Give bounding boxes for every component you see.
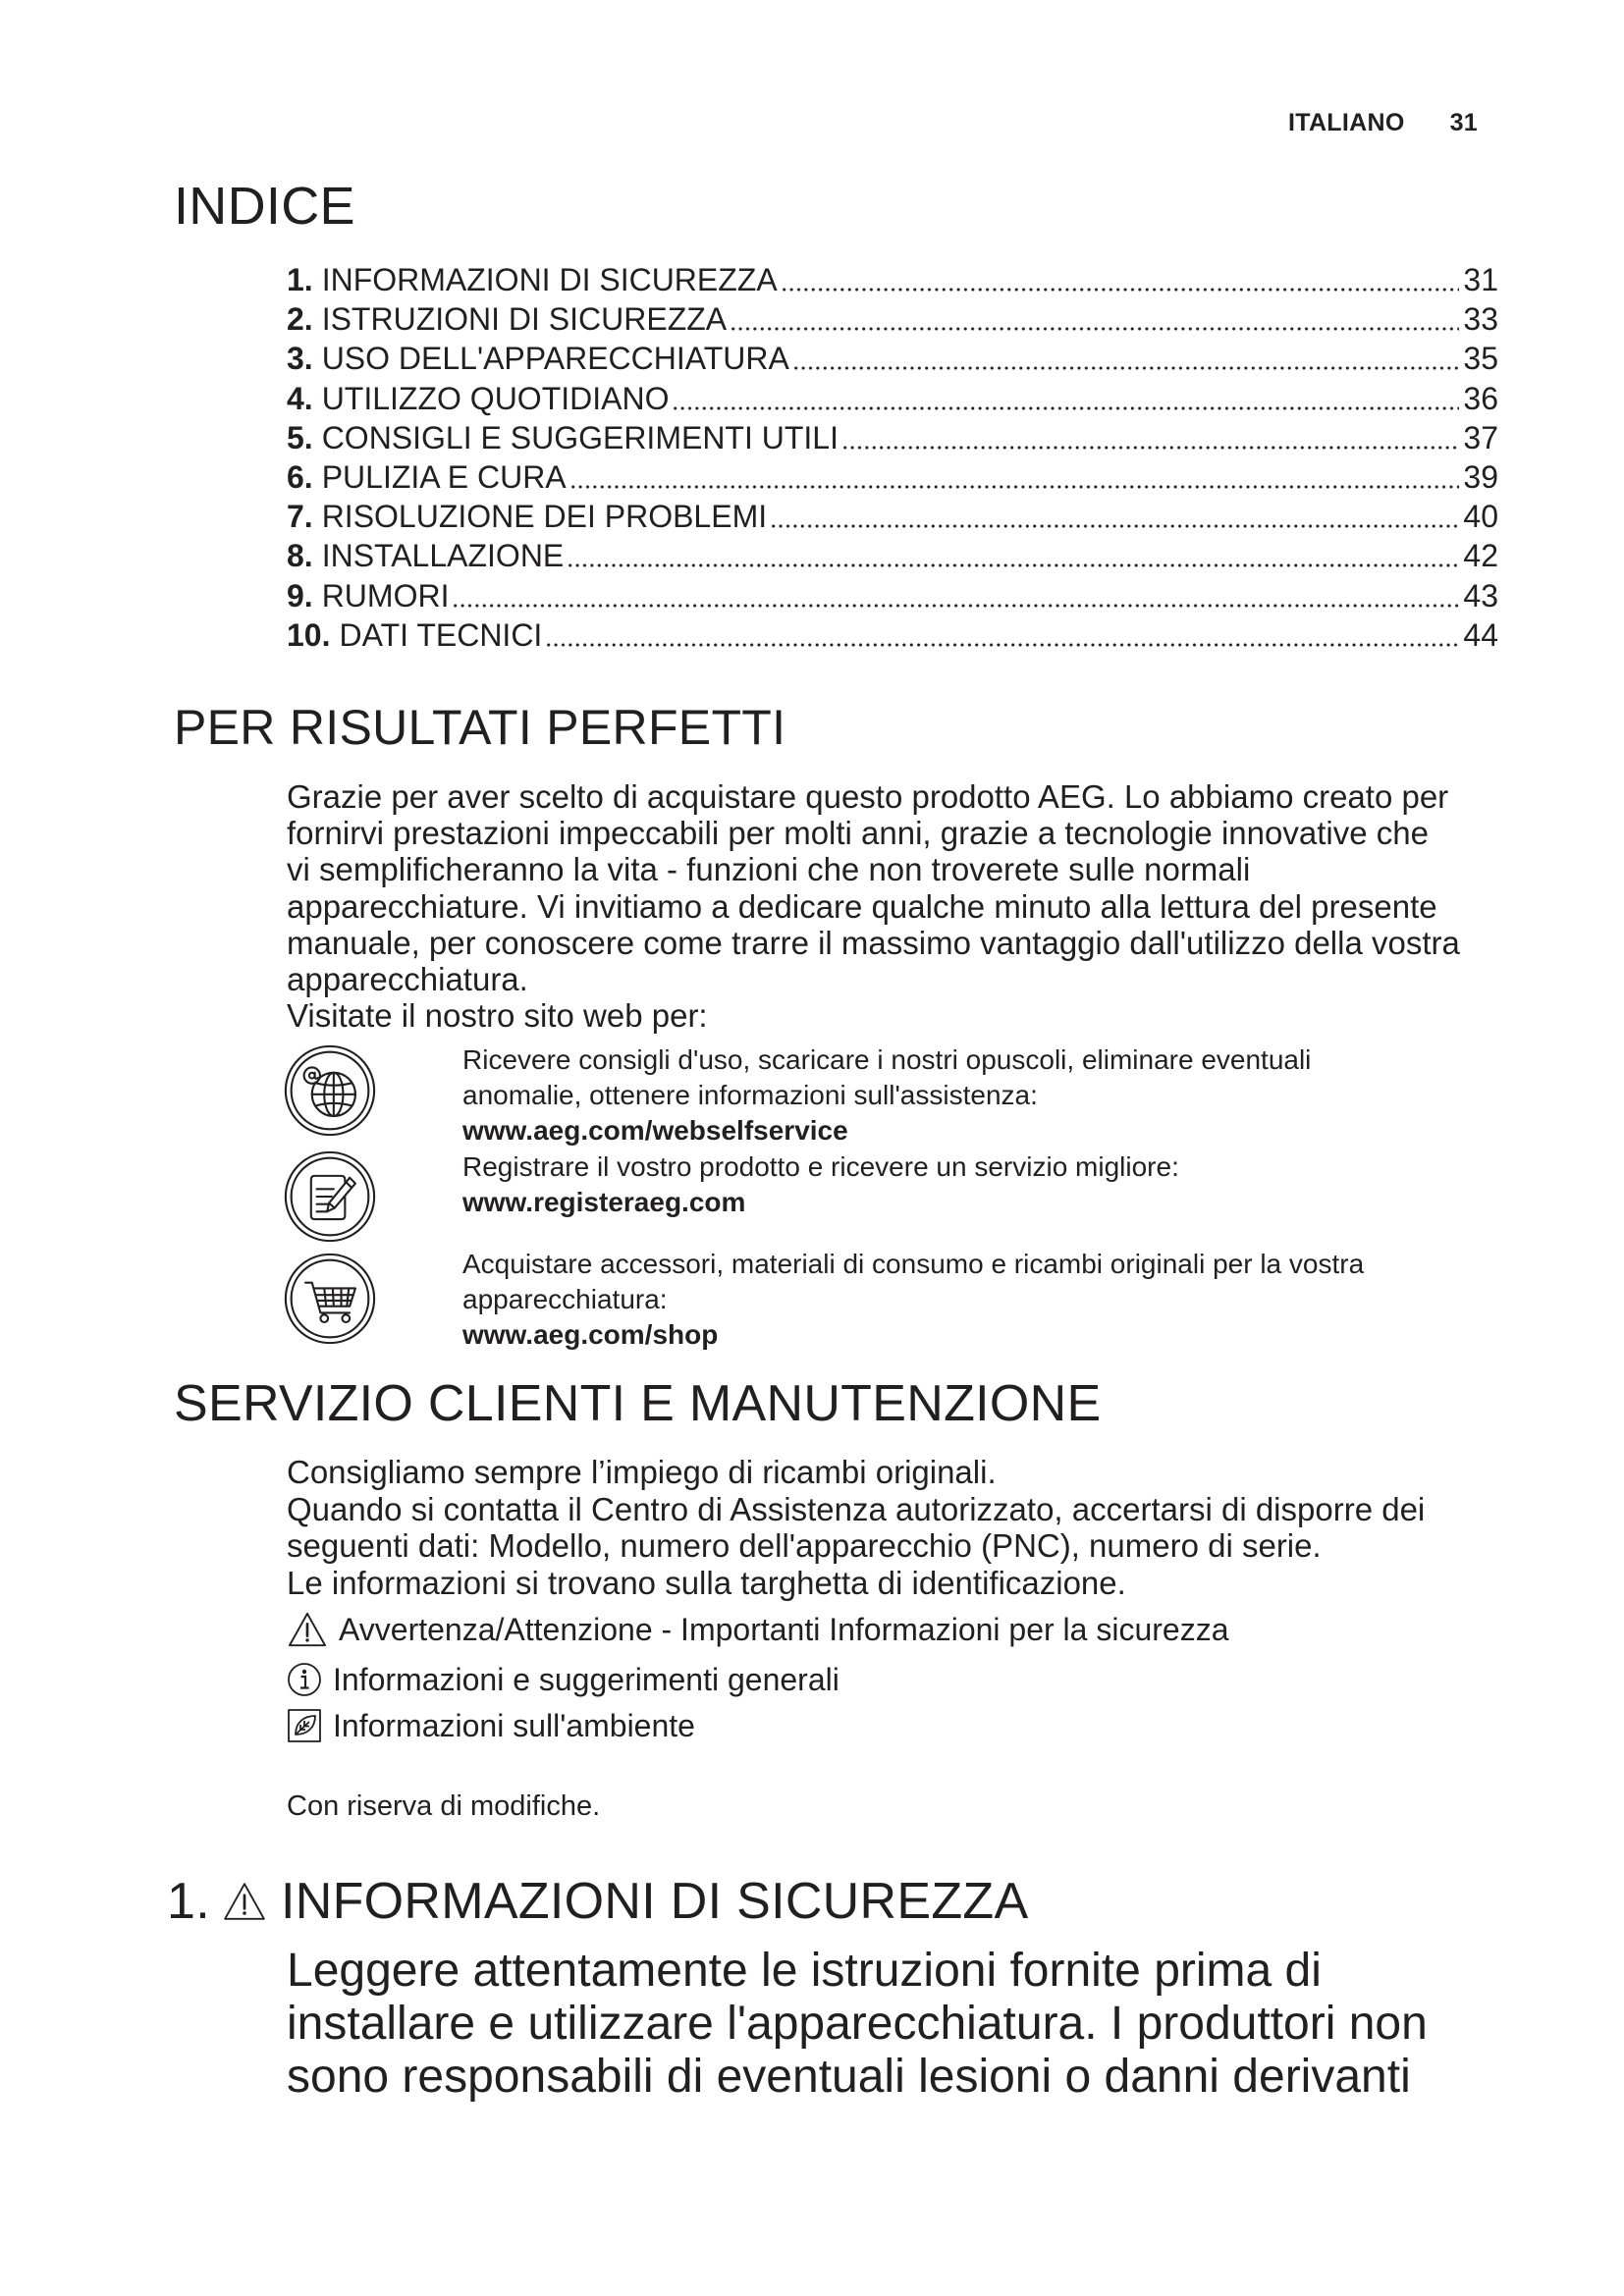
table-of-contents: [287, 260, 1498, 655]
toc-entry[interactable]: [287, 260, 1498, 299]
toc-label: DATI TECNICI: [339, 616, 543, 653]
toc-page-number: 31: [1463, 262, 1498, 297]
service-description-line: anomalie, ottenere informazioni sull'assistenza:: [462, 1080, 1038, 1110]
globe-at-icon: [283, 1043, 377, 1138]
safety-intro-paragraph: [287, 1945, 1428, 2104]
toc-page-number: 43: [1463, 577, 1498, 614]
running-header: [1288, 106, 1478, 139]
paragraph-line: Grazie per aver scelto di acquistare questo prodotto AEG. Lo abbiamo creato per: [287, 778, 1449, 815]
environment-leaf-icon: [287, 1708, 322, 1743]
toc-number: 3.: [287, 341, 313, 377]
paragraph-line: Leggere attentamente le istruzioni fornite prima di: [287, 1945, 1322, 1997]
toc-page-number: 36: [1463, 380, 1498, 416]
dot-leader: [545, 615, 1459, 655]
toc-number: 2.: [287, 301, 313, 338]
toc-entry[interactable]: [287, 497, 1498, 536]
paragraph-line: sono responsabili di eventuali lesioni o danni derivanti: [287, 2051, 1411, 2103]
safety-section-title: INFORMAZIONI DI SICUREZZA: [280, 1873, 1029, 1930]
toc-number: 9.: [287, 577, 313, 614]
toc-entry[interactable]: [287, 339, 1498, 378]
paragraph-line: Quando si contatta il Centro di Assistenza autorizzato, accertarsi di disporre dei: [287, 1490, 1426, 1527]
toc-number: 6.: [287, 458, 313, 495]
toc-page-number: 33: [1463, 301, 1498, 338]
paragraph-line: Consigliamo sempre l’impiego di ricambi originali.: [287, 1454, 997, 1490]
paragraph-line: apparecchiature. Vi invitiamo a dedicare qualche minuto alla lettura del presente: [287, 887, 1437, 925]
toc-entry[interactable]: [287, 457, 1498, 497]
toc-number: 7.: [287, 499, 313, 535]
paragraph-line: installare e utilizzare l'apparecchiatura. I produttori non: [287, 1998, 1428, 2050]
legend-info: [287, 1658, 839, 1701]
toc-page-number: 42: [1463, 538, 1498, 574]
service-description-line: Acquistare accessori, materiali di consumo e ricambi originali per la vostra: [462, 1249, 1365, 1279]
notepad-pencil-icon: [283, 1149, 377, 1244]
index-title: INDICE: [174, 177, 355, 236]
toc-number: 4.: [287, 380, 313, 416]
toc-page-number: 40: [1463, 499, 1498, 535]
paragraph-line: manuale, per conoscere come trarre il massimo vantaggio dall'utilizzo della vostra: [287, 924, 1460, 961]
toc-number: 1.: [287, 262, 313, 297]
toc-page-number: 44: [1463, 616, 1498, 653]
service-url-link[interactable]: www.registeraeg.com: [462, 1187, 746, 1217]
toc-page-number: 37: [1463, 419, 1498, 455]
dot-leader: [781, 260, 1460, 299]
customer-service-title: SERVIZIO CLIENTI E MANUTENZIONE: [174, 1375, 1102, 1432]
toc-entry[interactable]: [287, 536, 1498, 575]
dot-leader: [770, 497, 1459, 536]
section-number: 1.: [167, 1873, 210, 1930]
toc-entry[interactable]: [287, 418, 1498, 457]
shopping-cart-icon: [283, 1252, 377, 1346]
toc-label: RUMORI: [321, 577, 450, 614]
service-description-line: Registrare il vostro prodotto e ricevere un servizio migliore:: [462, 1151, 1179, 1182]
dot-leader: [569, 457, 1460, 497]
toc-label: CONSIGLI E SUGGERIMENTI UTILI: [321, 419, 839, 455]
perfect-results-title: PER RISULTATI PERFETTI: [174, 700, 786, 755]
toc-page-number: 35: [1463, 341, 1498, 377]
customer-service-paragraph: [287, 1454, 1425, 1601]
toc-label: USO DELL'APPARECCHIATURA: [321, 341, 789, 377]
service-url-link[interactable]: www.aeg.com/shop: [462, 1319, 719, 1350]
toc-entry[interactable]: [287, 615, 1498, 655]
toc-entry[interactable]: [287, 299, 1498, 339]
toc-label: ISTRUZIONI DI SICUREZZA: [321, 301, 728, 338]
toc-label: UTILIZZO QUOTIDIANO: [321, 380, 670, 416]
toc-label: RISOLUZIONE DEI PROBLEMI: [321, 499, 768, 535]
dot-leader: [567, 536, 1459, 575]
dot-leader: [672, 379, 1459, 418]
toc-entry[interactable]: [287, 379, 1498, 418]
language-label: ITALIANO: [1287, 109, 1405, 136]
legend-text: Avvertenza/Attenzione - Importanti Informazioni per la sicurezza: [339, 1612, 1229, 1647]
paragraph-line: fornirvi prestazioni impeccabili per molti anni, grazie a tecnologie innovative che: [287, 815, 1429, 852]
info-circle-icon: [287, 1662, 322, 1697]
paragraph-line: Le informazioni si trovano sulla targhetta di identificazione.: [287, 1564, 1126, 1601]
toc-label: INFORMAZIONI DI SICUREZZA: [321, 262, 778, 297]
intro-paragraph: [287, 778, 1460, 1034]
toc-number: 8.: [287, 538, 313, 574]
dot-leader: [792, 339, 1460, 378]
warning-triangle-icon: [210, 1881, 281, 1922]
disclaimer-text: Con riserva di modifiche.: [287, 1790, 601, 1822]
warning-triangle-icon: [287, 1611, 328, 1648]
paragraph-line: vi semplificheranno la vita - funzioni che non troverete sulle normali: [287, 851, 1251, 888]
web-service-shop: [462, 1247, 1364, 1353]
toc-entry[interactable]: [287, 576, 1498, 615]
legend-environment: [287, 1704, 695, 1747]
legend-text: Informazioni sull'ambiente: [333, 1708, 695, 1743]
toc-page-number: 39: [1463, 458, 1498, 495]
service-url-link[interactable]: www.aeg.com/webselfservice: [462, 1115, 848, 1146]
toc-number: 10.: [287, 616, 331, 653]
safety-section-heading: [167, 1872, 1028, 1931]
visit-website-prompt: Visitate il nostro sito web per:: [287, 997, 708, 1035]
paragraph-line: seguenti dati: Modello, numero dell'apparecchio (PNC), numero di serie.: [287, 1527, 1322, 1564]
web-service-support: [462, 1042, 1311, 1148]
web-service-registration: [462, 1149, 1179, 1220]
dot-leader: [730, 299, 1459, 339]
legend-warning: [287, 1608, 1229, 1651]
dot-leader: [452, 576, 1459, 615]
service-description-line: apparecchiatura:: [462, 1284, 668, 1314]
toc-label: INSTALLAZIONE: [321, 538, 565, 574]
dot-leader: [841, 418, 1459, 457]
paragraph-line: apparecchiatura.: [287, 961, 528, 998]
page-number: 31: [1449, 109, 1478, 136]
legend-text: Informazioni e suggerimenti generali: [333, 1662, 839, 1697]
toc-number: 5.: [287, 419, 313, 455]
service-description-line: Ricevere consigli d'uso, scaricare i nostri opuscoli, eliminare eventuali: [462, 1044, 1312, 1075]
toc-label: PULIZIA E CURA: [321, 458, 567, 495]
